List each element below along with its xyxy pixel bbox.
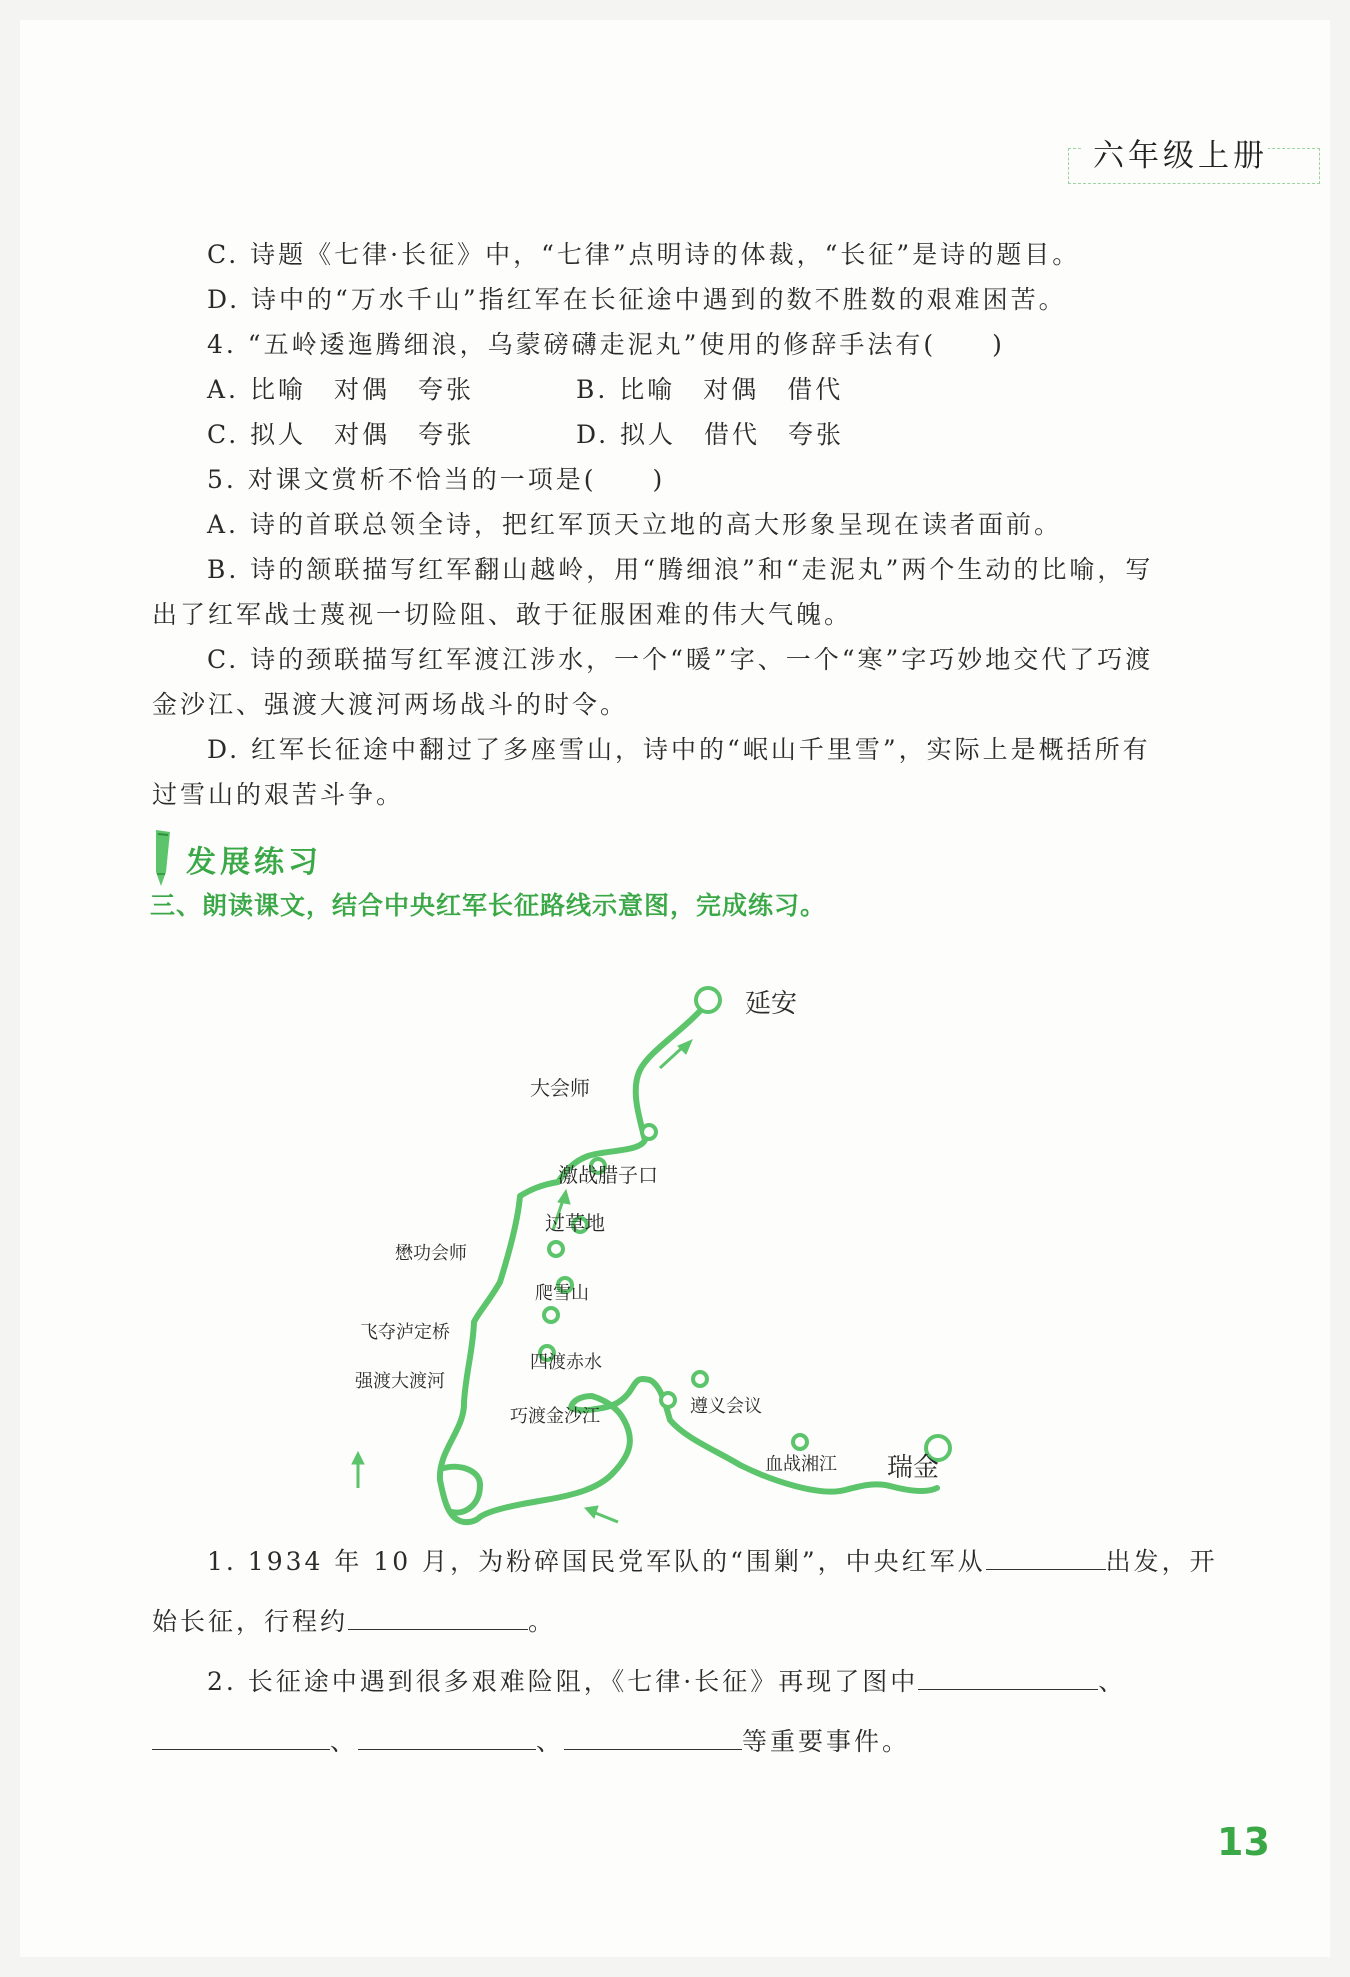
questions-top [152, 232, 1198, 817]
q4-options-row-2 [152, 412, 1198, 457]
q4-option-d[interactable]: D. 拟人 借代 夸张 [576, 420, 845, 449]
node-zunyi [693, 1372, 707, 1386]
q4-options-row-1 [152, 367, 1198, 412]
section-title: 发展练习 [186, 845, 322, 880]
q5-option-d-line2[interactable]: 过雪山的艰苦斗争。 [152, 780, 405, 809]
node-dahuishi [642, 1125, 656, 1139]
node-maogong [549, 1242, 563, 1256]
exercise-1-period: 。 [528, 1607, 557, 1636]
node-jinshajiang [661, 1393, 675, 1407]
q4-stem: 4. “五岭逶迤腾细浪，乌蒙磅礴走泥丸”使用的修辞手法有( ) [207, 330, 1005, 359]
label-caodi: 过草地 [545, 1211, 605, 1235]
label-xueshan: 爬雪山 [535, 1283, 589, 1304]
exercise-2-text-a: 2. 长征途中遇到很多艰难险阻，《七律·长征》再现了图中 [207, 1667, 919, 1696]
exercise-2 [152, 1660, 1202, 1764]
exercise-1-text-a: 1. 1934 年 10 月，为粉碎国民党军队的“围剿”，中央红军从 [207, 1547, 986, 1576]
pencil-icon [150, 828, 174, 890]
separator: 、 [536, 1727, 565, 1756]
separator: 、 [330, 1727, 359, 1756]
q4-option-c[interactable]: C. 拟人 对偶 夸张 [207, 420, 475, 449]
q5-option-b-line2[interactable]: 出了红军战士蔑视一切险阻、敢于征服困难的伟大气魄。 [152, 600, 853, 629]
answer-blank-event-4[interactable] [564, 1721, 742, 1750]
separator: 、 [1098, 1667, 1127, 1696]
label-dahuishi: 大会师 [530, 1076, 590, 1100]
page-header-title: 六年级上册 [1083, 130, 1268, 175]
answer-blank-event-2[interactable] [152, 1721, 330, 1750]
arrow-north-icon [352, 1452, 364, 1488]
exercise-1-text-c: 始长征，行程约 [152, 1607, 349, 1636]
label-xiangjiang: 血战湘江 [765, 1454, 837, 1475]
section-instruction: 三、朗读课文，结合中央红军长征路线示意图，完成练习。 [150, 891, 827, 920]
route-line [440, 1002, 940, 1522]
exercise-1-text-b: 出发，开 [1105, 1547, 1218, 1576]
label-daduhe: 强渡大渡河 [355, 1371, 445, 1392]
q5-option-c-line2[interactable]: 金沙江、强渡大渡河两场战斗的时令。 [152, 690, 629, 719]
q5-stem: 5. 对课文赏析不恰当的一项是( ) [207, 465, 666, 494]
q5-option-d-line1[interactable]: D. 红军长征途中翻过了多座雪山，诗中的“岷山千里雪”，实际上是概括所有 [207, 735, 1151, 764]
label-maogong: 懋功会师 [395, 1243, 467, 1264]
page-number: 13 [1217, 1820, 1270, 1864]
label-yanan: 延安 [745, 989, 798, 1019]
answer-blank-distance[interactable] [348, 1601, 528, 1630]
q5-option-b-line1[interactable]: B. 诗的颔联描写红军翻山越岭，用“腾细浪”和“走泥丸”两个生动的比喻，写 [207, 555, 1154, 584]
arrow-west-icon [585, 1506, 618, 1522]
label-jinshajiang: 巧渡金沙江 [510, 1406, 600, 1427]
label-luding: 飞夺泸定桥 [360, 1322, 450, 1343]
node-luding [544, 1308, 558, 1322]
q3-option-d: D. 诗中的“万水千山”指红军在长征途中遇到的数不胜数的艰难困苦。 [207, 285, 1067, 314]
label-lazikou: 激战腊子口 [558, 1163, 658, 1187]
q4-option-a[interactable]: A. 比喻 对偶 夸张 [207, 375, 474, 404]
answer-blank-event-1[interactable] [918, 1661, 1098, 1690]
node-yanan [696, 988, 720, 1012]
label-zunyi: 遵义会议 [690, 1396, 762, 1417]
page [20, 20, 1330, 1957]
q5-option-a[interactable]: A. 诗的首联总领全诗，把红军顶天立地的高大形象呈现在读者面前。 [207, 510, 1062, 539]
section-heading [150, 828, 322, 890]
label-ruijin: 瑞金 [887, 1453, 940, 1483]
answer-blank-start-place[interactable] [986, 1541, 1106, 1570]
exercise-2-text-b: 等重要事件。 [742, 1727, 911, 1756]
long-march-route-map [340, 960, 1020, 1530]
q4-option-b[interactable]: B. 比喻 对偶 借代 [576, 375, 844, 404]
q3-option-c: C. 诗题《七律·长征》中，“七律”点明诗的体裁，“长征”是诗的题目。 [207, 240, 1081, 269]
node-xiangjiang [793, 1435, 807, 1449]
q5-option-c-line1[interactable]: C. 诗的颈联描写红军渡江涉水，一个“暖”字、一个“寒”字巧妙地交代了巧渡 [207, 645, 1154, 674]
exercise-1 [152, 1540, 1218, 1644]
answer-blank-event-3[interactable] [358, 1721, 536, 1750]
label-chishui: 四渡赤水 [530, 1352, 602, 1373]
